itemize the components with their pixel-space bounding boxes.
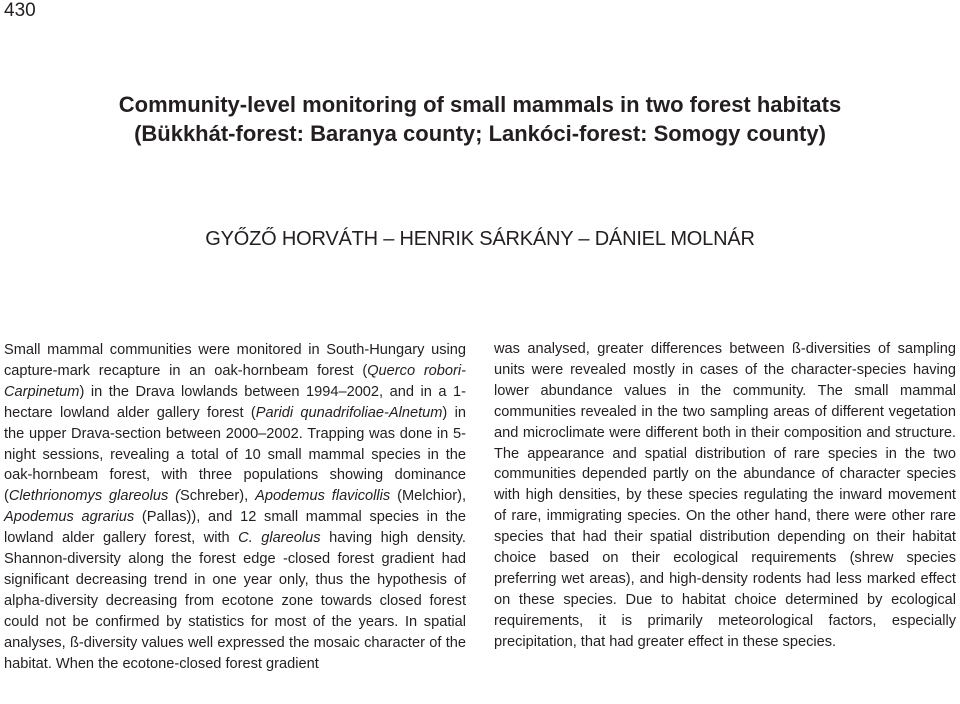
abstract-paragraph-right: was analysed, greater differences between ß-diversities of sampling units were revealed mostly in cases of the character-species having lower abundance values in the community. The small mammal communities revealed in the two sampling areas of different vegetation and microclimate were different both in their composition and structure. The appearance and spatial distribution of rare species in the two communities depended partly on the abundance of character species with high densities, by these species regulating the inward movement of rare, immigrating species. On the other hand, there were other rare species that had their spatial distribution depending on their habitat choice based on their ecological requirements (shrew species preferring wet areas), and high-density rodents had less marked effect on these species. Due to habitat choice determined by ecological requirements, it is primarily meteorological factors, especially precipitation, that had greater effect in these species.	[494, 341, 956, 650]
abstract-paragraph-left	[4, 340, 466, 675]
species-name: Paridi qunadrifoliae-Alnetum	[255, 404, 443, 421]
species-name: Apodemus flavicollis	[255, 488, 391, 505]
species-name: Querco robori-Carpinetum	[4, 362, 466, 400]
abstract-column-left	[4, 340, 466, 675]
paper-title-line-1: Community-level monitoring of small mammals in two forest habitats	[118, 92, 842, 117]
species-name: C. glareolus	[238, 530, 321, 547]
abstract-column-right	[494, 339, 956, 653]
paper-title	[0, 90, 960, 148]
abstract-text: ) in the upper Drava-section between 2000–2002. Trapping was done in 5-night sessions, revealing a total of 10 small mammal species in the oak-hornbeam forest, with three populations showing dominance (	[4, 404, 466, 505]
authors: GYŐZŐ HORVÁTH – HENRIK SÁRKÁNY – DÁNIEL MOLNÁR	[205, 228, 755, 250]
abstract-text: ) in the Drava lowlands between 1994–2002, and in a 1-hectare lowland alder gallery forest (	[4, 383, 466, 421]
species-name: Apodemus agrarius	[4, 509, 135, 526]
paper-title-line-2: (Bükkhát-forest: Baranya county; Lankóci-forest: Somogy county)	[134, 121, 826, 146]
abstract-text: (Pallas)), and 12 small mammal species in the lowland alder gallery forest, with	[4, 509, 466, 547]
species-name: Clethrionomys glareolus (	[8, 488, 181, 505]
abstract-text: (Melchior),	[390, 488, 467, 505]
abstract-text: Small mammal communities were monitored in South-Hungary using capture-mark recapture in an oak-hornbeam forest (	[4, 342, 466, 379]
abstract-text: having high density. Shannon-diversity along the forest edge -closed forest gradient had significant decreasing trend in one year only, thus the hypothesis of alpha-diversity decreasing from ecotone zone towards closed forest could not be confirmed by statistics for most of the years. In spatial analyses, ß-diversity values well expressed the mosaic character of the habitat. When the ecotone-closed forest gradient	[4, 530, 466, 672]
page-number: 430	[4, 0, 36, 21]
abstract-text: Schreber),	[180, 488, 256, 505]
